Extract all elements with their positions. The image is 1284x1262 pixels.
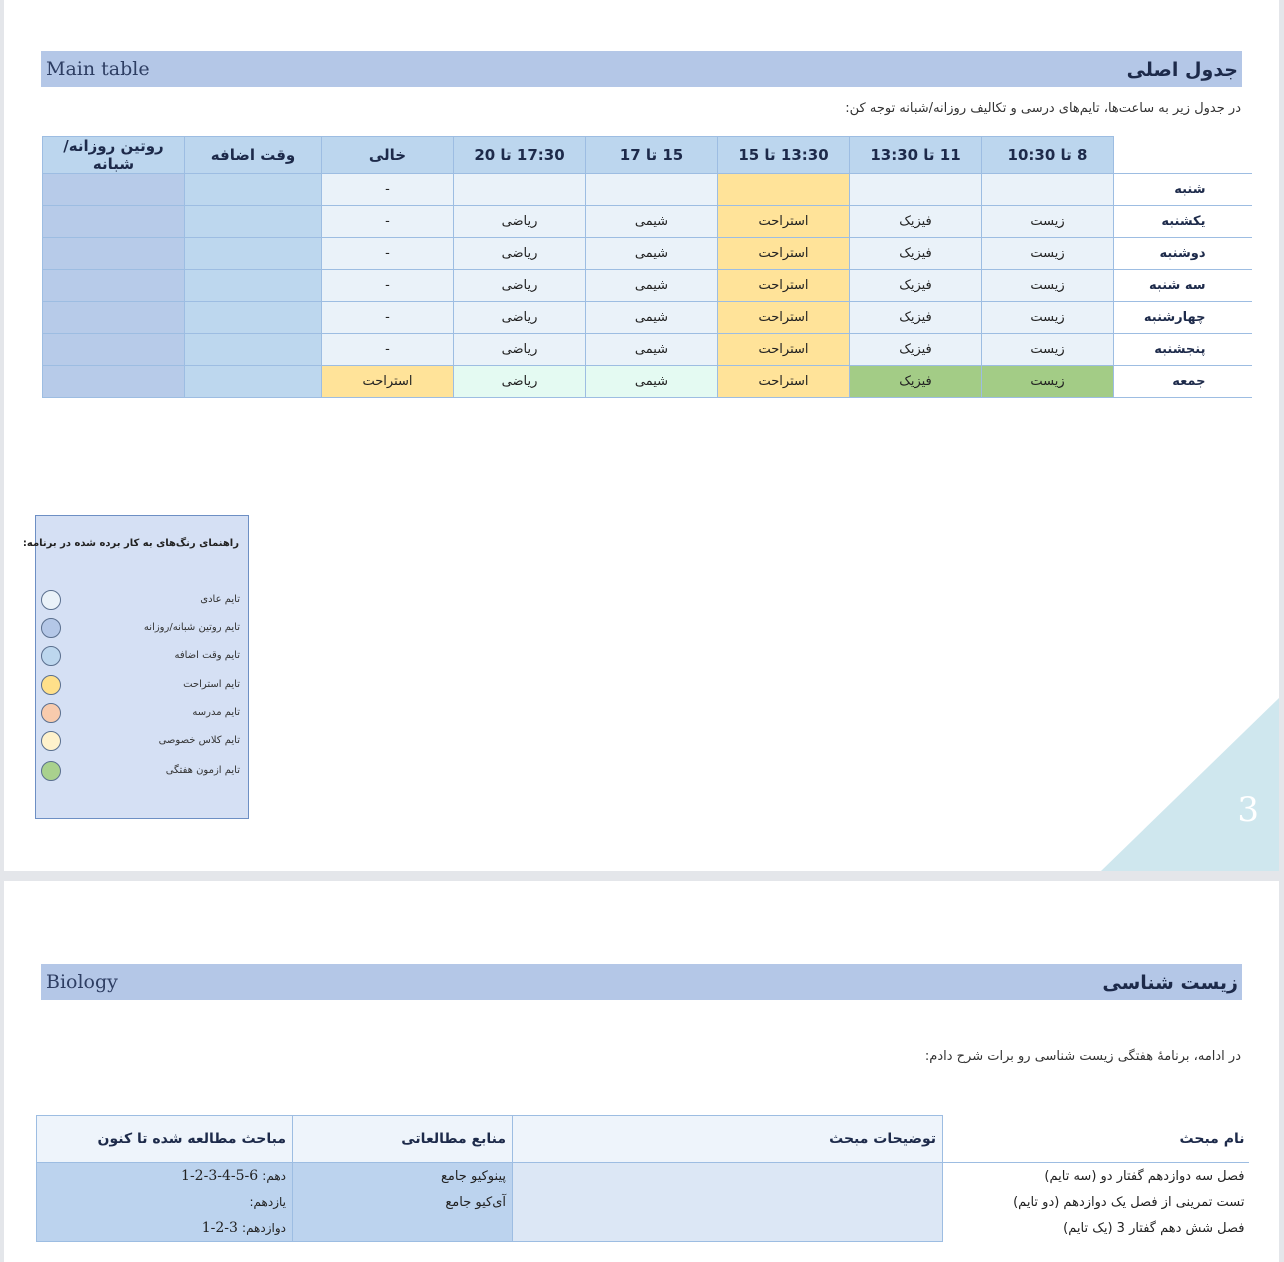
legend-label: تایم استراحت (183, 679, 240, 690)
schedule-cell: زیست (982, 206, 1114, 238)
studied-topics-cell (37, 1215, 293, 1242)
schedule-cell: ریاضی (454, 366, 586, 398)
day-label: چهارشنبه (1114, 302, 1252, 334)
legend-label: تایم وقت اضافه (174, 650, 240, 661)
schedule-cell: زیست (982, 238, 1114, 270)
col-header: 13:30 تا 15 (718, 137, 850, 174)
legend-swatch-icon (41, 675, 61, 695)
schedule-cell (43, 334, 185, 366)
schedule-cell: شیمی (586, 270, 718, 302)
schedule-cell (454, 174, 586, 206)
legend-item (36, 590, 248, 612)
schedule-row (43, 174, 1252, 206)
schedule-cell: استراحت (718, 270, 850, 302)
schedule-cell: استراحت (718, 334, 850, 366)
legend-swatch-icon (41, 731, 61, 751)
legend-item (36, 731, 248, 753)
legend-swatch-icon (41, 590, 61, 610)
col-header: 8 تا 10:30 (982, 137, 1114, 174)
grade-label: دهم: (262, 1169, 286, 1183)
schedule-cell: شیمی (586, 206, 718, 238)
topic-name-cell: فصل شش دهم گفتار 3 (یک تایم) (943, 1215, 1249, 1242)
schedule-cell (43, 302, 185, 334)
color-legend (22, 515, 249, 819)
schedule-header-row (43, 137, 1252, 174)
source-cell: آی‌کیو جامع (293, 1189, 513, 1215)
col-header: روتین روزانه/شبانه (43, 137, 185, 174)
day-label: جمعه (1114, 366, 1252, 398)
col-header: 17:30 تا 20 (454, 137, 586, 174)
schedule-cell (718, 174, 850, 206)
schedule-cell (43, 238, 185, 270)
legend-title: راهنمای رنگ‌های به کار برده شده در برنامه: (22, 538, 239, 549)
col-header: وقت اضافه (185, 137, 322, 174)
schedule-cell (185, 270, 322, 302)
legend-label: تایم کلاس خصوصی (158, 735, 240, 746)
schedule-row (43, 238, 1252, 270)
schedule-cell: زیست (982, 334, 1114, 366)
biology-row (37, 1189, 1249, 1215)
legend-item (36, 703, 248, 725)
schedule-cell: شیمی (586, 334, 718, 366)
page-3 (4, 0, 1279, 871)
legend-swatch-icon (41, 646, 61, 666)
schedule-cell: فیزیک (850, 238, 982, 270)
section-header-main-table (41, 51, 1242, 87)
legend-swatch-icon (41, 618, 61, 638)
schedule-cell: ریاضی (454, 302, 586, 334)
schedule-cell (185, 206, 322, 238)
day-label: پنجشنبه (1114, 334, 1252, 366)
schedule-cell: استراحت (718, 302, 850, 334)
schedule-cell (185, 174, 322, 206)
intro-text: در ادامه، برنامۀ هفتگی زیست شناسی رو برات شرح دادم: (924, 1049, 1241, 1064)
day-label: سه شنبه (1114, 270, 1252, 302)
schedule-cell (43, 270, 185, 302)
schedule-cell (850, 174, 982, 206)
schedule-cell: فیزیک (850, 334, 982, 366)
corner-decoration (1101, 698, 1279, 871)
schedule-cell: ریاضی (454, 334, 586, 366)
schedule-cell (185, 238, 322, 270)
schedule-row (43, 206, 1252, 238)
topic-desc-cell (513, 1189, 943, 1215)
col-header: خالی (322, 137, 454, 174)
schedule-cell: شیمی (586, 302, 718, 334)
schedule-cell (43, 174, 185, 206)
schedule-cell: ریاضی (454, 238, 586, 270)
section-title-fa: جدول اصلی (1126, 59, 1238, 81)
schedule-cell: - (322, 302, 454, 334)
section-title-en: Biology (46, 971, 118, 993)
section-title-fa: زیست شناسی (1102, 972, 1238, 994)
schedule-row (43, 334, 1252, 366)
schedule-cell: - (322, 270, 454, 302)
schedule-cell: استراحت (718, 238, 850, 270)
legend-label: تایم مدرسه (192, 707, 240, 718)
schedule-cell: زیست (982, 366, 1114, 398)
section-title-en: Main table (46, 58, 150, 80)
schedule-cell (185, 366, 322, 398)
biology-row (37, 1163, 1249, 1190)
topic-name-cell: تست تمرینی از فصل یک دوازدهم (دو تایم) (943, 1189, 1249, 1215)
schedule-cell: استراحت (718, 366, 850, 398)
header-topic-desc: توضیحات مبحث (513, 1116, 943, 1163)
legend-item (36, 618, 248, 640)
schedule-cell: زیست (982, 270, 1114, 302)
studied-topics-cell (37, 1163, 293, 1190)
topic-desc-cell (513, 1163, 943, 1190)
schedule-cell: فیزیک (850, 366, 982, 398)
schedule-cell: زیست (982, 302, 1114, 334)
schedule-cell (185, 302, 322, 334)
schedule-row (43, 366, 1252, 398)
schedule-cell: ریاضی (454, 270, 586, 302)
legend-item (36, 761, 248, 783)
schedule-cell: ریاضی (454, 206, 586, 238)
schedule-cell: فیزیک (850, 302, 982, 334)
schedule-cell (586, 174, 718, 206)
schedule-cell: استراحت (718, 206, 850, 238)
schedule-cell: - (322, 238, 454, 270)
legend-item (36, 675, 248, 697)
schedule-row (43, 270, 1252, 302)
header-studied-topics: مباحث مطالعه شده تا کنون (37, 1116, 293, 1163)
schedule-cell (982, 174, 1114, 206)
source-cell (293, 1215, 513, 1242)
page-number: 3 (1237, 790, 1259, 830)
day-label: دوشنبه (1114, 238, 1252, 270)
schedule-row (43, 302, 1252, 334)
day-label: شنبه (1114, 174, 1252, 206)
intro-text: در جدول زیر به ساعت‌ها، تایم‌های درسی و تکالیف روزانه/شبانه توجه کن: (845, 101, 1241, 116)
legend-swatch-icon (41, 703, 61, 723)
grade-label: یازدهم: (249, 1195, 286, 1209)
legend-label: تایم ازمون هفتگی (165, 765, 240, 776)
day-label: یکشنبه (1114, 206, 1252, 238)
schedule-cell: - (322, 174, 454, 206)
studied-topics-cell (37, 1189, 293, 1215)
header-topic-name: نام مبحث (943, 1116, 1249, 1163)
legend-swatch-icon (41, 761, 61, 781)
schedule-cell: شیمی (586, 238, 718, 270)
chapters-value: 1-2-3 (201, 1220, 238, 1236)
schedule-cell (185, 334, 322, 366)
source-cell: پینوکیو جامع (293, 1163, 513, 1190)
schedule-cell: فیزیک (850, 270, 982, 302)
schedule-cell: شیمی (586, 366, 718, 398)
topic-name-cell: فصل سه دوازدهم گفتار دو (سه تایم) (943, 1163, 1249, 1190)
topic-desc-cell (513, 1215, 943, 1242)
schedule-cell: - (322, 206, 454, 238)
schedule-table (42, 136, 1252, 398)
biology-table (36, 1115, 1249, 1242)
biology-header-row (37, 1116, 1249, 1163)
section-header-biology (41, 964, 1242, 1000)
col-header: 11 تا 13:30 (850, 137, 982, 174)
legend-label: تایم عادی (200, 594, 240, 605)
schedule-cell: - (322, 334, 454, 366)
biology-row (37, 1215, 1249, 1242)
schedule-cell: استراحت (322, 366, 454, 398)
schedule-cell (43, 206, 185, 238)
header-sources: منابع مطالعاتی (293, 1116, 513, 1163)
grade-label: دوازدهم: (242, 1221, 286, 1235)
legend-item (36, 646, 248, 668)
chapters-value: 1-2-3-4-5-6 (181, 1168, 259, 1184)
legend-label: تایم روتین شبانه/روزانه (143, 622, 240, 633)
col-header: 15 تا 17 (586, 137, 718, 174)
schedule-cell: فیزیک (850, 206, 982, 238)
page-4 (4, 881, 1279, 1262)
schedule-cell (43, 366, 185, 398)
schedule-corner (1114, 137, 1252, 174)
